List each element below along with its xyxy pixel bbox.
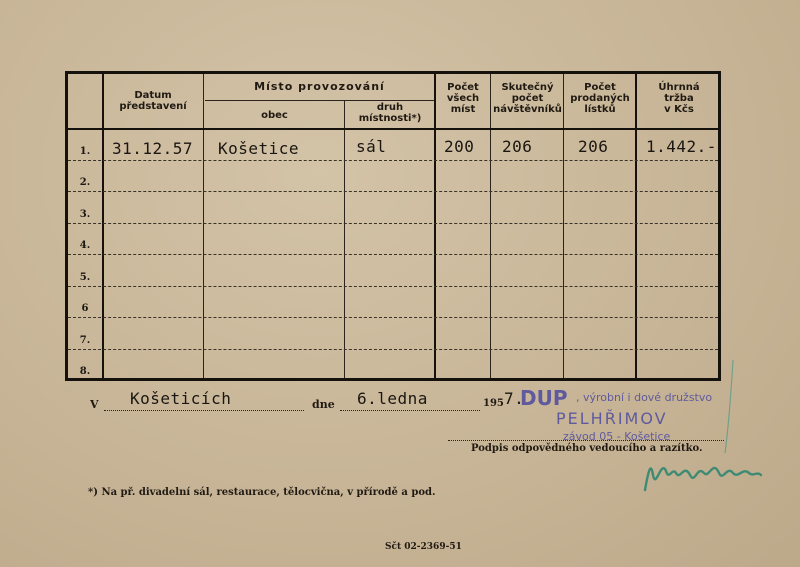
header-obec: obec xyxy=(261,110,288,121)
header-trzba: Úhrnná tržba v Kčs xyxy=(658,82,700,115)
year-digit: 7. xyxy=(504,389,525,408)
stamp-line2: PELHŘIMOV xyxy=(556,409,668,428)
col-divider xyxy=(635,74,637,378)
cell-trzba: 1.442.- xyxy=(646,137,717,156)
col-divider xyxy=(563,74,564,378)
row-number: 3. xyxy=(79,209,91,220)
signature-icon xyxy=(635,355,770,495)
col-divider xyxy=(344,100,345,378)
row-line xyxy=(68,349,718,350)
stamp-line1-bold: DUP xyxy=(520,386,568,410)
row-number: 1. xyxy=(79,146,91,157)
col-divider xyxy=(102,74,104,378)
row-number: 4. xyxy=(79,240,91,251)
cell-skutecny: 206 xyxy=(502,137,533,156)
row-number: 8. xyxy=(79,366,91,377)
header-misto: Místo provozování xyxy=(254,80,385,93)
header-datum: Datum představení xyxy=(119,90,187,112)
header-bottom-line xyxy=(68,128,718,130)
row-number: 7. xyxy=(79,335,91,346)
col-divider xyxy=(434,74,436,378)
footnote: *) Na př. divadelní sál, restaurace, tělocvična, v přírodě a pod. xyxy=(88,487,436,498)
row-line xyxy=(68,254,718,255)
place-line xyxy=(104,410,304,411)
header-subline xyxy=(205,100,434,101)
row-number: 5. xyxy=(79,272,91,283)
header-druh: druh místnosti*) xyxy=(358,102,422,124)
form-code: Sčt 02-2369-51 xyxy=(385,542,462,552)
cell-obec: Košetice xyxy=(218,139,300,158)
row-line xyxy=(68,191,718,192)
cell-pocet-mist: 200 xyxy=(444,137,475,156)
col-divider xyxy=(203,74,204,378)
label-v: V xyxy=(90,398,99,411)
row-line xyxy=(68,223,718,224)
header-prodanych: Počet prodaných lístků xyxy=(570,82,630,115)
date-line xyxy=(340,410,480,411)
label-dne: dne xyxy=(312,398,335,411)
header-pocet-mist: Počet všech míst xyxy=(446,82,480,115)
header-skutecny: Skutečný počet návštěvníků xyxy=(493,82,562,115)
row-line xyxy=(68,286,718,287)
row-line xyxy=(68,317,718,318)
stamp-line1-rest: , výrobní i dové družstvo xyxy=(576,391,713,404)
performance-table xyxy=(65,71,721,381)
signature-caption: Podpis odpovědného vedoucího a razítko. xyxy=(471,443,703,454)
row-number: 6 xyxy=(81,303,89,314)
date-value: 6.ledna xyxy=(357,389,428,408)
place-value: Košeticích xyxy=(130,389,232,408)
row-number: 2. xyxy=(79,177,91,188)
cell-prodanych: 206 xyxy=(578,137,609,156)
row-line xyxy=(68,160,718,161)
cell-druh: sál xyxy=(356,137,387,156)
year-prefix: 195 xyxy=(483,398,504,409)
col-divider xyxy=(490,74,491,378)
stamp-line3: závod 05 - Košetice xyxy=(563,430,671,443)
cell-datum: 31.12.57 xyxy=(112,139,194,158)
